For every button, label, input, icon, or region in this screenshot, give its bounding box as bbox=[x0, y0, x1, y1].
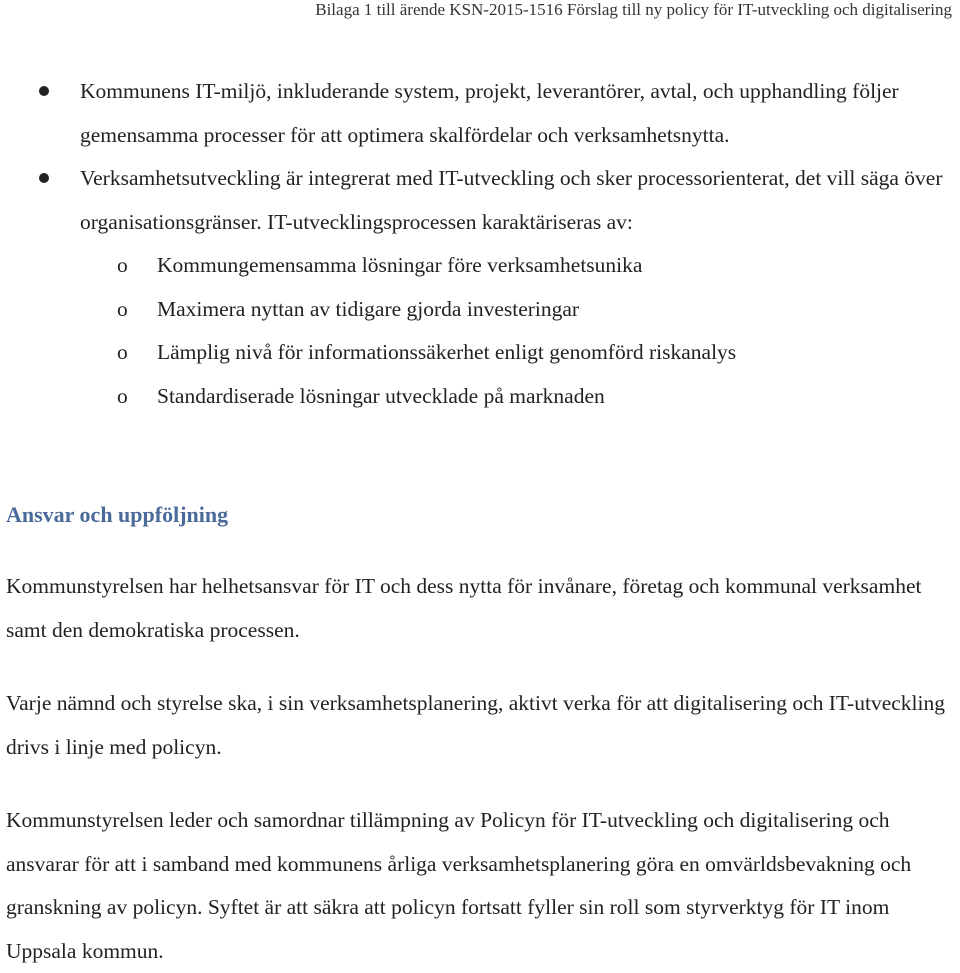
sub-bullet-marker: o bbox=[117, 383, 128, 408]
sub-list-item bbox=[0, 244, 960, 288]
sub-list-item bbox=[0, 288, 960, 332]
sub-item-text: Kommungemensamma lösningar före verksamhetsunika bbox=[157, 253, 643, 277]
bullet-icon bbox=[39, 173, 49, 183]
sub-item-text: Maximera nyttan av tidigare gjorda investeringar bbox=[157, 296, 580, 321]
sub-bullet-marker: o bbox=[117, 340, 128, 364]
bullet-item bbox=[0, 70, 950, 157]
bullet-text: Kommunens IT-miljö, inkluderande system, projekt, leverantörer, avtal, och upphandling följer gemensamma processer för att optimera skalfördelar och verksamhetsnytta. bbox=[80, 79, 899, 147]
bullet-item bbox=[0, 157, 950, 244]
bullet-list bbox=[0, 70, 960, 418]
sub-item-text: Standardiserade lösningar utvecklade på marknaden bbox=[157, 383, 605, 408]
sub-item-text: Lämplig nivå för informationssäkerhet enligt genomförd riskanalys bbox=[157, 340, 737, 364]
paragraph: Kommunstyrelsen har helhetsansvar för IT och dess nytta för invånare, företag och kommunal verksamhet samt den demokratiska processen. bbox=[6, 574, 922, 642]
sub-list-item bbox=[0, 331, 960, 375]
sub-bullet-marker: o bbox=[117, 253, 128, 277]
page-header: Bilaga 1 till ärende KSN-2015-1516 Förslag till ny policy för IT-utveckling och digitalisering bbox=[315, 0, 952, 19]
sub-list-item bbox=[0, 375, 960, 419]
section-heading: Ansvar och uppföljning bbox=[6, 502, 229, 527]
paragraph: Kommunstyrelsen leder och samordnar tillämpning av Policyn för IT-utveckling och digitalisering och ansvarar för att i samband med kommunens årliga verksamhetsplanering göra en omvärldsbevakning och granskning av policyn. Syftet är att säkra att policyn fortsatt fyller sin roll som styrverktyg för IT inom Uppsala kommun. bbox=[6, 808, 912, 963]
sub-bullet-marker: o bbox=[117, 296, 128, 321]
bullet-text: Verksamhetsutveckling är integrerat med IT-utveckling och sker processorienterat, det vill säga över organisationsgränser. IT-utvecklingsprocessen karaktäriseras av: bbox=[80, 166, 943, 234]
bullet-icon bbox=[39, 86, 49, 96]
paragraph: Varje nämnd och styrelse ska, i sin verksamhetsplanering, aktivt verka för att digitalisering och IT-utveckling drivs i linje med policyn. bbox=[6, 691, 945, 759]
